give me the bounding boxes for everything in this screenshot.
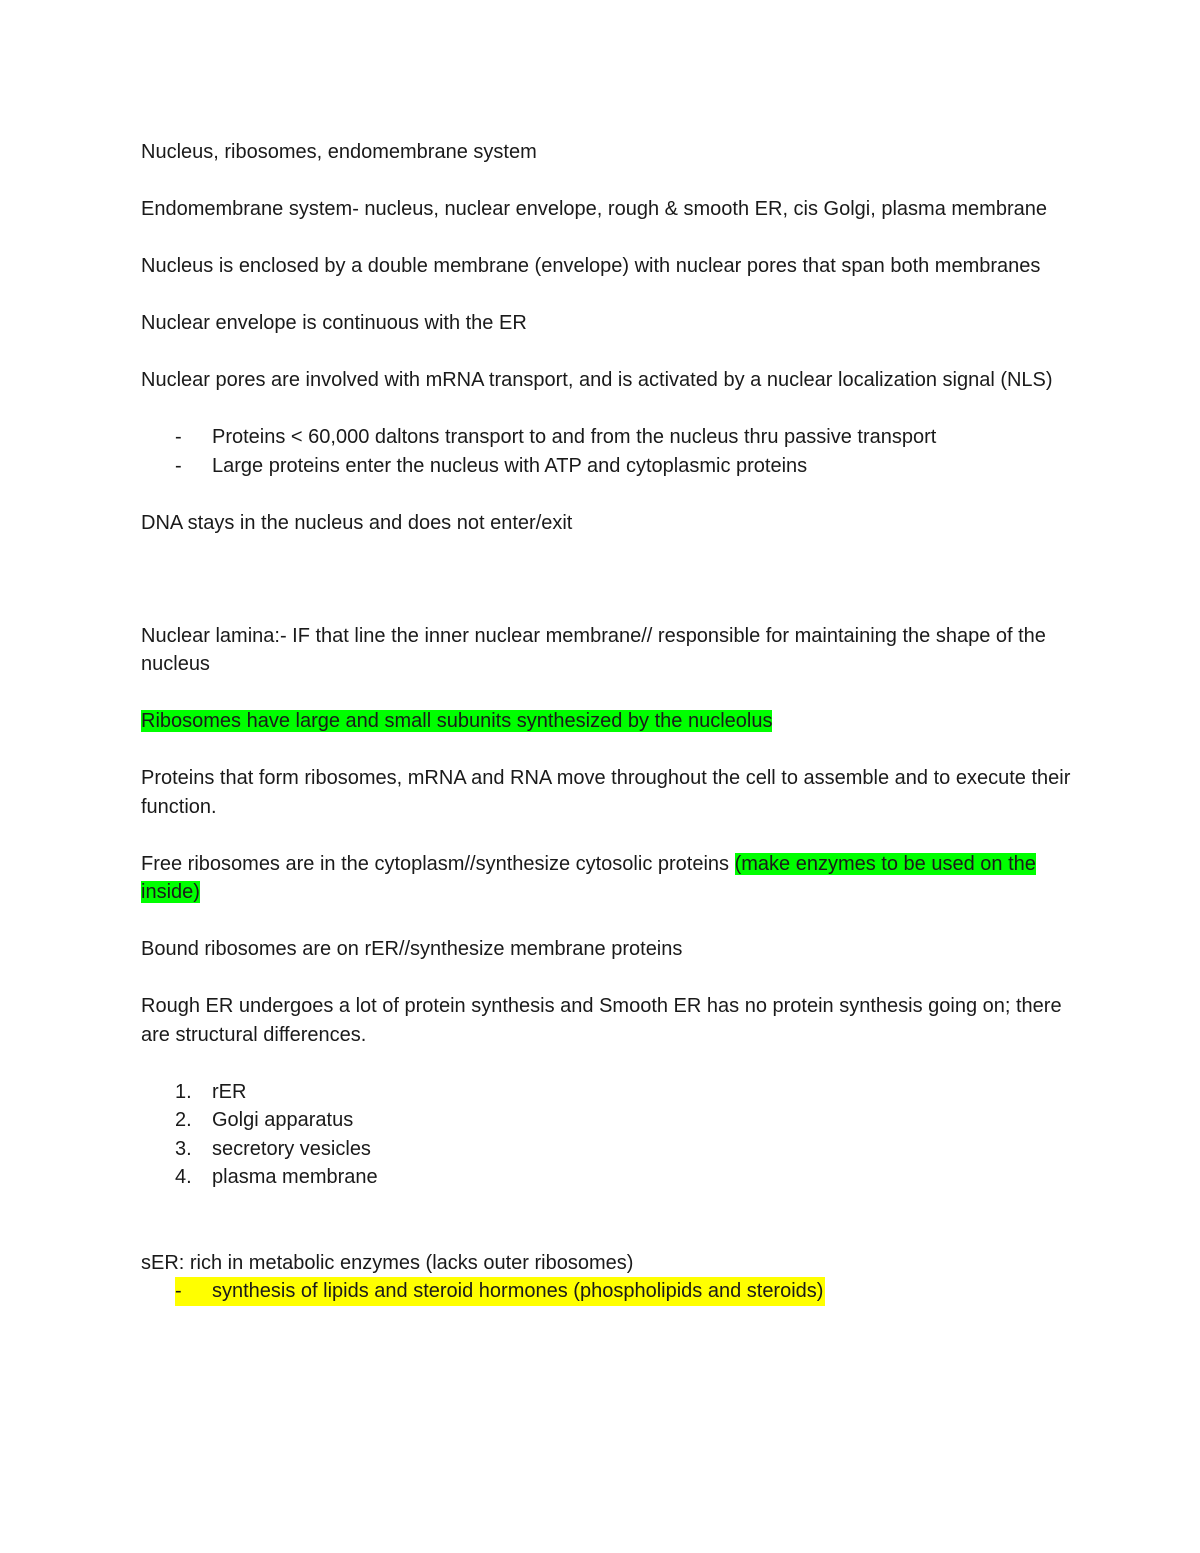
bound-ribosomes-paragraph: Bound ribosomes are on rER//synthesize membrane proteins [141, 938, 683, 960]
list-item [141, 1106, 1071, 1135]
list-number: 1. [175, 1080, 192, 1103]
list-item-text: Large proteins enter the nucleus with ATP and cytoplasmic proteins [212, 454, 808, 477]
ribosome-subunits-paragraph [141, 707, 1071, 736]
list-item-text: secretory vesicles [212, 1137, 371, 1160]
free-ribosomes-paragraph [141, 850, 1071, 907]
list-item [141, 1163, 1071, 1192]
list-item-text: Proteins < 60,000 daltons transport to and from the nucleus thru passive transport [212, 426, 937, 448]
heading-line: Nucleus, ribosomes, endomembrane system [141, 141, 537, 163]
list-item-text: synthesis of lipids and steroid hormones (phospholipids and steroids) [212, 1280, 824, 1302]
dash-bullet: - [175, 426, 182, 448]
list-item [141, 423, 1071, 452]
blank-space [141, 566, 1071, 622]
list-item [141, 1277, 1071, 1306]
list-item [141, 452, 1071, 481]
pore-transport-list [141, 423, 1071, 480]
document-body [141, 138, 1071, 1306]
dna-paragraph: DNA stays in the nucleus and does not enter/exit [141, 511, 573, 534]
list-number: 4. [175, 1166, 192, 1188]
dash-bullet: - [175, 454, 182, 477]
list-item-text: plasma membrane [212, 1166, 378, 1188]
nuclear-pores-paragraph: Nuclear pores are involved with mRNA transport, and is activated by a nuclear localization signal (NLS) [141, 369, 1053, 391]
list-item [141, 1135, 1071, 1164]
ser-function-list [141, 1277, 1071, 1306]
rough-smooth-er-paragraph: Rough ER undergoes a lot of protein synthesis and Smooth ER has no protein synthesis going on; there are structural differences. [141, 995, 1062, 1046]
green-highlight: (make enzymes to be used on the inside) [141, 852, 1036, 903]
ser-paragraph: sER: rich in metabolic enzymes (lacks outer ribosomes) [141, 1251, 634, 1274]
yellow-highlight [175, 1277, 825, 1306]
list-item [141, 1078, 1071, 1107]
green-highlight: Ribosomes have large and small subunits synthesized by the nucleolus [141, 710, 773, 732]
ribosome-proteins-paragraph: Proteins that form ribosomes, mRNA and RNA move throughout the cell to assemble and to execute their function. [141, 767, 1071, 818]
list-item-text: Golgi apparatus [212, 1109, 354, 1131]
list-item-text: rER [212, 1080, 247, 1103]
nucleus-envelope-paragraph: Nucleus is enclosed by a double membrane (envelope) with nuclear pores that span both membranes [141, 255, 1041, 277]
blank-space [141, 1220, 1071, 1249]
dash-bullet: - [175, 1280, 182, 1302]
free-ribosomes-text: Free ribosomes are in the cytoplasm//synthesize cytosolic proteins [141, 852, 735, 875]
nuclear-lamina-paragraph: Nuclear lamina:- IF that line the inner nuclear membrane// responsible for maintaining the shape of the nucleus [141, 624, 1046, 675]
list-number: 2. [175, 1109, 192, 1131]
list-number: 3. [175, 1137, 192, 1160]
secretory-pathway-list [141, 1078, 1071, 1192]
endomembrane-paragraph: Endomembrane system- nucleus, nuclear envelope, rough & smooth ER, cis Golgi, plasma membrane [141, 198, 1047, 220]
continuous-er-paragraph: Nuclear envelope is continuous with the ER [141, 312, 527, 334]
